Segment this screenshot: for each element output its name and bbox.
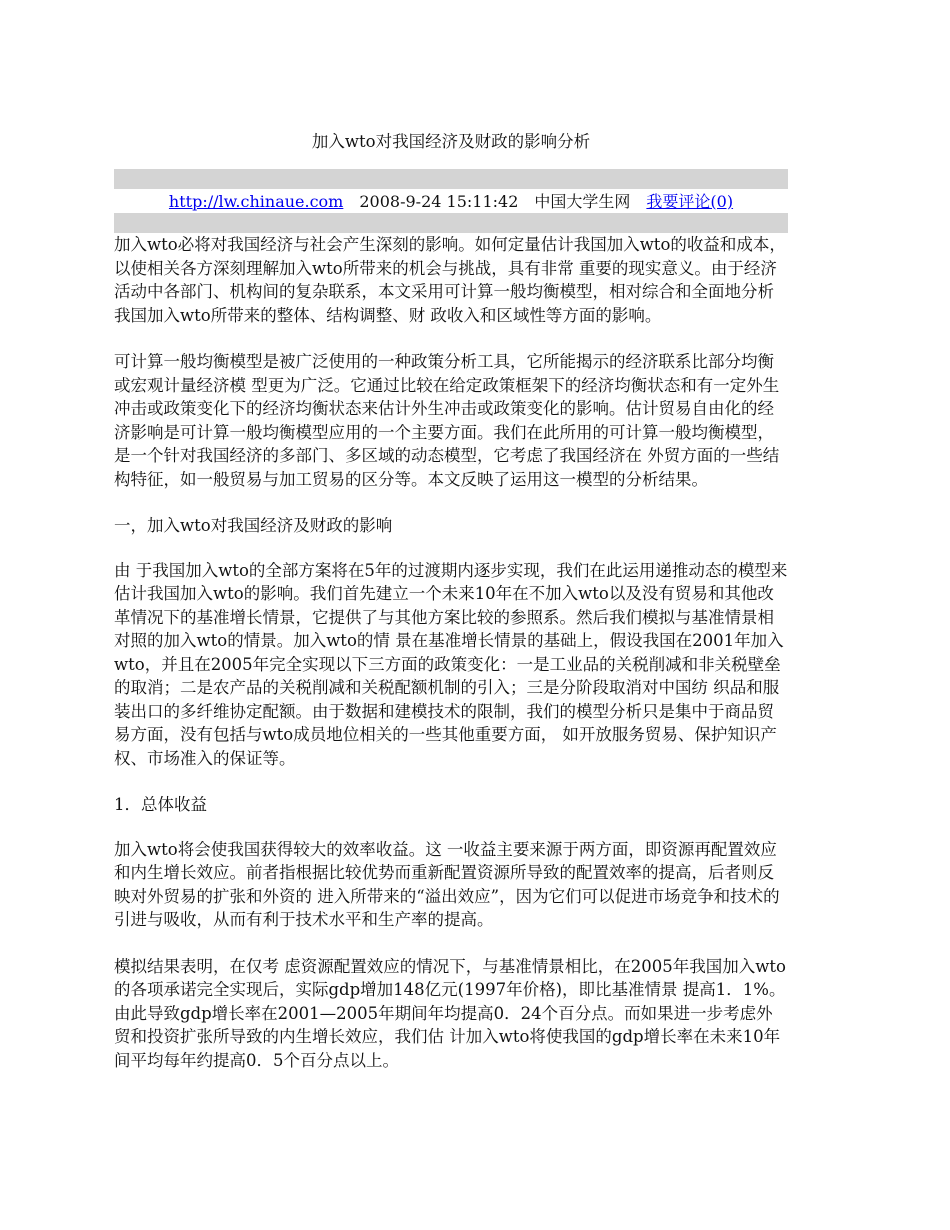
source-name: 中国大学生网 <box>534 192 631 211</box>
paragraph-cge-model: 可计算一般均衡模型是被广泛使用的一种政策分析工具，它所能揭示的经济联系比部分均衡或宏观计量经济模 型更为广泛。它通过比较在给定政策框架下的经济均衡状态和有一定外生冲击或政策变化下的经济均衡状态来估计外生冲击或政策变化的影响。估计贸易自由化的经 济影响是可计算一般均衡模型应用的一个主要方面。我们在此所用的可计算一般均衡模型，是一个针对我国经济的多部门、多区域的动态模型，它考虑了我国经济在 外贸方面的一些结构特征，如一般贸易与加工贸易的区分等。本文反映了运用这一模型的分析结果。 <box>114 352 780 489</box>
article-meta-row <box>114 190 788 213</box>
paragraph-simulation-results: 模拟结果表明，在仅考 虑资源配置效应的情况下，与基准情景相比，在2005年我国加入wto的各项承诺完全实现后，实际gdp增加148亿元(1997年价格)，即比基准情景 提高1．1%。由此导致gdp增长率在2001—2005年期间年均提高0．24个百分点。而如果进一步考虑外贸和投资扩张所导致的内生增长效应，我们估 计加入wto将使我国的gdp增长率在未来10年间平均每年约提高0．5个百分点以上。 <box>114 956 786 1070</box>
paragraph-intro: 加入wto必将对我国经济与社会产生深刻的影响。如何定量估计我国加入wto的收益和成本，以使相关各方深刻理解加入wto所带来的机会与挑战，具有非常 重要的现实意义。由于经济活动中各部门、机构间的复杂联系，本文采用可计算一般均衡模型，相对综合和全面地分析我国加入wto所带来的整体、结构调整、财 政收入和区域性等方面的影响。 <box>114 235 786 325</box>
publish-datetime: 2008-9-24 15:11:42 <box>359 192 519 211</box>
article-body <box>114 233 788 1095</box>
paragraph-efficiency-gains: 加入wto将会使我国获得较大的效率收益。这 一收益主要来源于两方面，即资源再配置效应和内生增长效应。前者指根据比较优势而重新配置资源所导致的配置效率的提高，后者则反映对外贸易的扩张和外资的 进入所带来的“溢出效应”，因为它们可以促进市场竞争和技术的引进与吸收，从而有利于技术水平和生产率的提高。 <box>114 839 780 929</box>
paragraph-scenario: 由 于我国加入wto的全部方案将在5年的过渡期内逐步实现，我们在此运用递推动态的模型来估计我国加入wto的影响。我们首先建立一个未来10年在不加入wto以及没有贸易和其他改革情况下的基准增长情景，它提供了与其他方案比较的参照系。然后我们模拟与基准情景相对照的加入wto的情景。加入wto的情 景在基准增长情景的基础上，假设我国在2001年加入wto，并且在2005年完全实现以下三方面的政策变化：一是工业品的关税削减和非关税壁垒的取消；二是农产品的关税削减和关税配额机制的引入；三是分阶段取消对中国纺 织品和服装出口的多纤维协定配额。由于数据和建模技术的限制，我们的模型分析只是集中于商品贸易方面，没有包括与wto成员地位相关的一些其他重要方面， 如开放服务贸易、保护知识产权、市场准入的保证等。 <box>114 560 788 768</box>
section-heading-impact: 一，加入wto对我国经济及财政的影响 <box>114 516 393 535</box>
article-title: 加入wto对我国经济及财政的影响分析 <box>311 132 591 151</box>
subsection-heading-overall-gains: 1．总体收益 <box>114 795 207 814</box>
meta-bar-top-divider <box>114 169 788 189</box>
source-site-link[interactable]: http://lw.chinaue.com <box>168 192 344 211</box>
comment-link[interactable]: 我要评论(0) <box>646 192 734 211</box>
meta-bar-bottom-divider <box>114 213 788 233</box>
